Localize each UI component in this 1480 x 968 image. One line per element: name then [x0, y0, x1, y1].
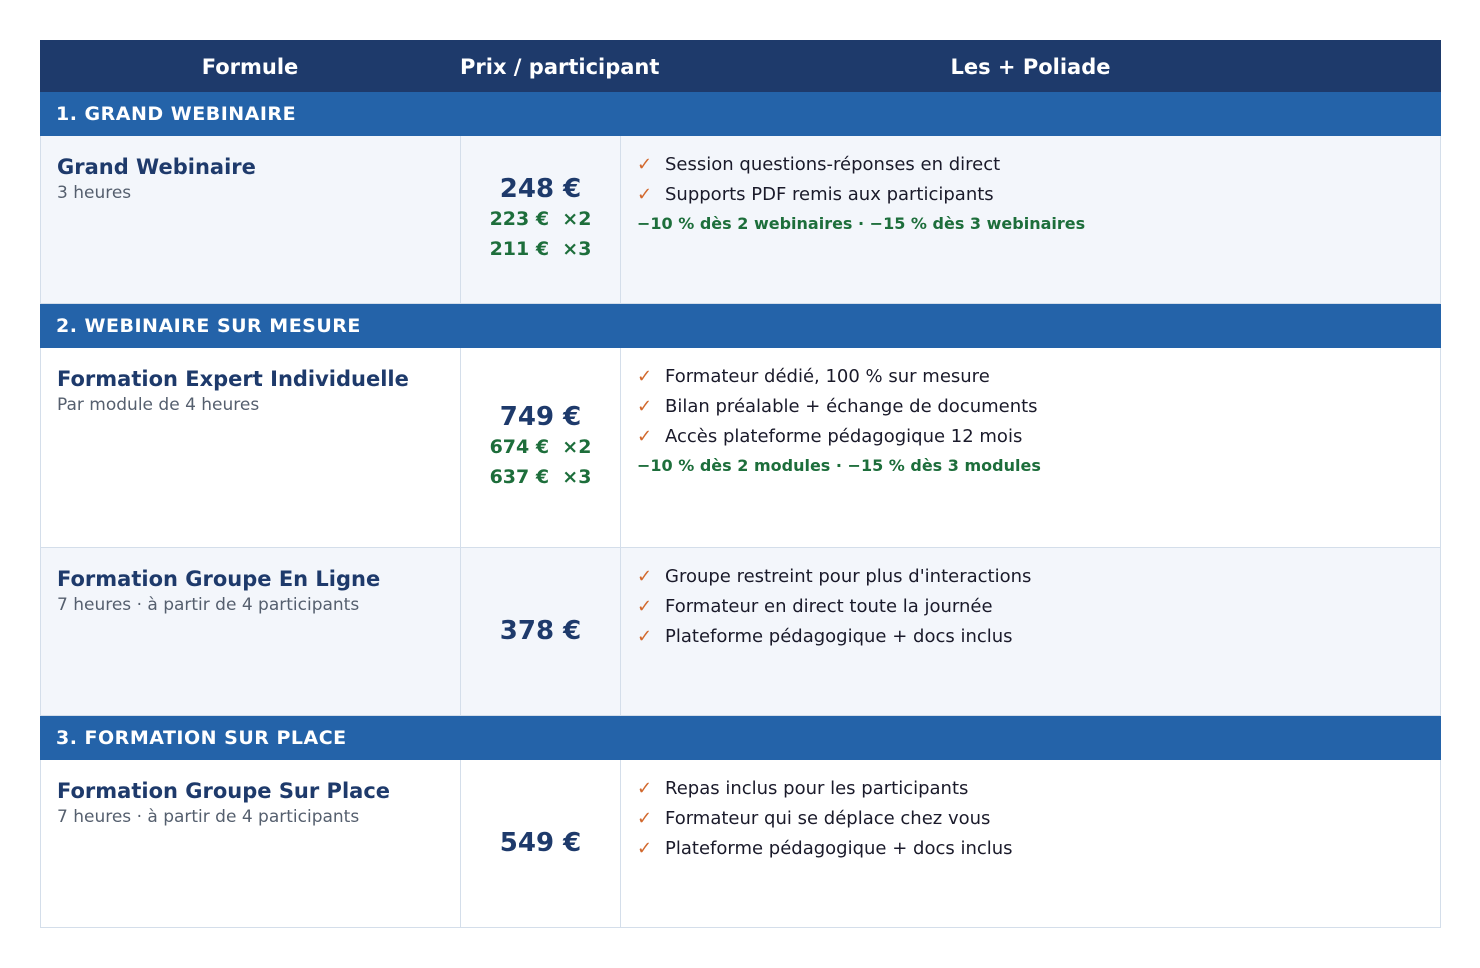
- price-main: 549 €: [499, 828, 582, 858]
- feature-item: ✓ Plateforme pédagogique + docs inclus: [637, 622, 1424, 652]
- formule-cell: [41, 548, 461, 715]
- feature-item: ✓ Accès plateforme pédagogique 12 mois: [637, 422, 1424, 452]
- price-tier: 223 € ×2: [489, 208, 592, 230]
- price-main: 248 €: [499, 174, 582, 204]
- table-row: [40, 760, 1441, 928]
- feature-item: ✓ Session questions-réponses en direct: [637, 150, 1424, 180]
- features-cell: [621, 548, 1440, 715]
- formule-name: Grand Webinaire: [57, 155, 256, 179]
- header-prix: Prix / participant: [460, 55, 660, 79]
- header-plus: Les + Poliade: [950, 55, 1111, 79]
- feature-item: ✓ Supports PDF remis aux participants: [637, 180, 1424, 210]
- features-cell: [621, 348, 1440, 547]
- check-icon: ✓: [637, 778, 653, 799]
- formule-duration: 3 heures: [57, 183, 132, 203]
- formule-duration: 7 heures · à partir de 4 participants: [57, 595, 360, 615]
- feature-item: ✓ Plateforme pédagogique + docs inclus: [637, 834, 1424, 864]
- formule-cell: [41, 348, 461, 547]
- check-icon: ✓: [637, 426, 653, 447]
- check-icon: ✓: [637, 626, 653, 647]
- formule-name: Formation Groupe Sur Place: [57, 779, 391, 803]
- price-cell: [461, 136, 621, 303]
- feature-item: ✓ Formateur en direct toute la journée: [637, 592, 1424, 622]
- feature-item: ✓ Repas inclus pour les participants: [637, 774, 1424, 804]
- price-main: 378 €: [499, 616, 582, 646]
- table-row: [40, 136, 1441, 304]
- table-header: [40, 40, 1441, 92]
- discount-note: −10 % dès 2 webinaires · −15 % dès 3 webinaires: [637, 214, 1086, 233]
- price-cell: [461, 760, 621, 927]
- section-header: 1. GRAND WEBINAIRE: [40, 92, 1441, 136]
- formule-duration: Par module de 4 heures: [57, 395, 260, 415]
- feature-item: ✓ Formateur qui se déplace chez vous: [637, 804, 1424, 834]
- section-header: 3. FORMATION SUR PLACE: [40, 716, 1441, 760]
- header-formule: Formule: [201, 55, 299, 79]
- features-cell: [621, 136, 1440, 303]
- check-icon: ✓: [637, 366, 653, 387]
- check-icon: ✓: [637, 838, 653, 859]
- price-tier: 211 € ×3: [489, 238, 592, 260]
- check-icon: ✓: [637, 596, 653, 617]
- price-main: 749 €: [499, 402, 582, 432]
- feature-item: ✓ Formateur dédié, 100 % sur mesure: [637, 362, 1424, 392]
- formule-duration: 7 heures · à partir de 4 participants: [57, 807, 360, 827]
- formule-name: Formation Expert Individuelle: [57, 367, 409, 391]
- pricing-table: [40, 40, 1441, 928]
- check-icon: ✓: [637, 566, 653, 587]
- discount-note: −10 % dès 2 modules · −15 % dès 3 modules: [637, 456, 1041, 475]
- features-cell: [621, 760, 1440, 927]
- section-header: 2. WEBINAIRE SUR MESURE: [40, 304, 1441, 348]
- feature-item: ✓ Bilan préalable + échange de documents: [637, 392, 1424, 422]
- formule-cell: [41, 136, 461, 303]
- check-icon: ✓: [637, 154, 653, 175]
- check-icon: ✓: [637, 808, 653, 829]
- price-tier: 637 € ×3: [489, 466, 592, 488]
- table-row: [40, 548, 1441, 716]
- formule-cell: [41, 760, 461, 927]
- price-cell: [461, 548, 621, 715]
- check-icon: ✓: [637, 396, 653, 417]
- price-tier: 674 € ×2: [489, 436, 592, 458]
- table-row: [40, 348, 1441, 548]
- price-cell: [461, 348, 621, 547]
- formule-name: Formation Groupe En Ligne: [57, 567, 381, 591]
- check-icon: ✓: [637, 184, 653, 205]
- feature-item: ✓ Groupe restreint pour plus d'interactions: [637, 562, 1424, 592]
